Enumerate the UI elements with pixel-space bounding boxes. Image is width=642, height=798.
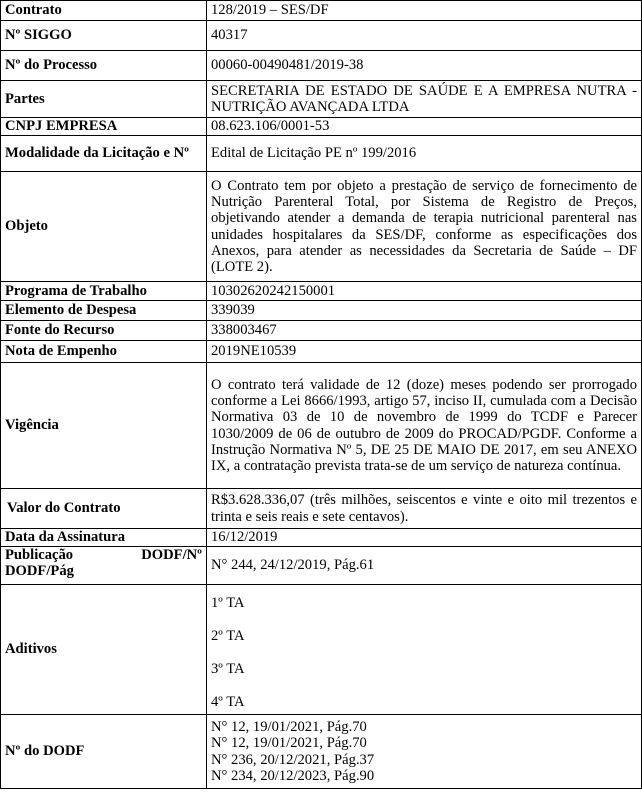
aditivo-item: 4º TA — [211, 693, 245, 710]
value-aditivos — [207, 585, 642, 715]
label-programa: Programa de Trabalho — [1, 282, 207, 301]
label-vigencia: Vigência — [1, 363, 207, 489]
label-publicacao — [1, 547, 207, 585]
label-valor: Valor do Contrato — [1, 489, 207, 529]
value-publicacao: N° 244, 24/12/2019, Pág.61 — [207, 547, 642, 585]
publicacao-label-dodf: DODF/Nº — [141, 547, 202, 563]
row-publicacao — [1, 547, 642, 585]
row-contrato — [1, 1, 642, 21]
label-objeto: Objeto — [1, 172, 207, 282]
label-elemento: Elemento de Despesa — [1, 301, 207, 321]
value-fonte: 338003467 — [207, 321, 642, 341]
label-dodf: Nº do DODF — [1, 715, 207, 789]
value-dodf — [207, 715, 642, 789]
value-processo: 00060-00490481/2019-38 — [207, 51, 642, 81]
value-objeto: O Contrato tem por objeto a prestação de serviço de fornecimento de Nutrição Parenteral Total, por Sistema de Registro de Preços, objetivando atender a demanda de terapia nutricional parenteral nas unidades hospitalares da SES/DF, conforme as especificações dos Anexos, para atender as necessidades da Secretaria de Saúde – DF (LOTE 2). — [207, 172, 642, 282]
row-partes — [1, 81, 642, 118]
row-siggo — [1, 21, 642, 51]
dodf-item: N° 236, 20/12/2021, Pág.37 — [211, 751, 375, 768]
label-empenho: Nota de Empenho — [1, 341, 207, 363]
label-modalidade: Modalidade da Licitação e Nº — [1, 136, 207, 172]
label-contrato: Contrato — [1, 1, 207, 21]
value-vigencia: O contrato terá validade de 12 (doze) meses podendo ser prorrogado conforme a Lei 8666/1993, artigo 57, inciso II, cumulada com a Decisão Normativa 03 de 10 de novembro de 1999 do TCDF e Parecer 1030/2009 de 06 de outubro de 2009 do PROCAD/PGDF. Conforme a Instrução Normativa Nº 5, DE 25 DE MAIO DE 2017, em seu ANEXO IX, a contratação prevista trata-se de um serviço de natureza contínua. — [207, 363, 642, 489]
label-cnpj: CNPJ EMPRESA — [1, 118, 207, 136]
label-partes: Partes — [1, 81, 207, 118]
value-partes: SECRETARIA DE ESTADO DE SAÚDE E A EMPRESA NUTRA - NUTRIÇÃO AVANÇADA LTDA — [207, 81, 642, 118]
row-empenho — [1, 341, 642, 363]
aditivo-item: 3º TA — [211, 660, 245, 677]
dodf-item: N° 234, 20/12/2023, Pág.90 — [211, 767, 375, 784]
value-siggo: 40317 — [207, 21, 642, 51]
row-valor — [1, 489, 642, 529]
value-modalidade: Edital de Licitação PE nº 199/2016 — [207, 136, 642, 172]
label-processo: Nº do Processo — [1, 51, 207, 81]
value-contrato: 128/2019 – SES/DF — [207, 1, 642, 21]
row-assinatura — [1, 529, 642, 547]
row-vigencia — [1, 363, 642, 489]
value-elemento: 339039 — [207, 301, 642, 321]
row-dodf — [1, 715, 642, 789]
dodf-item: N° 12, 19/01/2021, Pág.70 — [211, 735, 367, 752]
row-cnpj — [1, 118, 642, 136]
row-modalidade — [1, 136, 642, 172]
publicacao-label-line2: DODF/Pág — [5, 563, 74, 580]
publicacao-label-line1 — [5, 547, 202, 563]
label-aditivos: Aditivos — [1, 585, 207, 715]
value-cnpj: 08.623.106/0001-53 — [207, 118, 642, 136]
publicacao-label-word: Publicação — [5, 547, 74, 563]
row-aditivos — [1, 585, 642, 715]
label-fonte: Fonte do Recurso — [1, 321, 207, 341]
row-processo — [1, 51, 642, 81]
aditivo-item: 2º TA — [211, 627, 245, 644]
row-objeto — [1, 172, 642, 282]
label-assinatura: Data da Assinatura — [1, 529, 207, 547]
value-programa: 10302620242150001 — [207, 282, 642, 301]
row-elemento — [1, 301, 642, 321]
value-empenho: 2019NE10539 — [207, 341, 642, 363]
label-siggo: Nº SIGGO — [1, 21, 207, 51]
row-programa — [1, 282, 642, 301]
dodf-item: N° 12, 19/01/2021, Pág.70 — [211, 718, 367, 735]
aditivo-item: 1º TA — [211, 594, 245, 611]
value-valor: R$3.628.336,07 (três milhões, seiscentos e vinte e oito mil trezentos e trinta e seis reais e sete centavos). — [207, 489, 642, 529]
row-fonte — [1, 321, 642, 341]
value-assinatura: 16/12/2019 — [207, 529, 642, 547]
